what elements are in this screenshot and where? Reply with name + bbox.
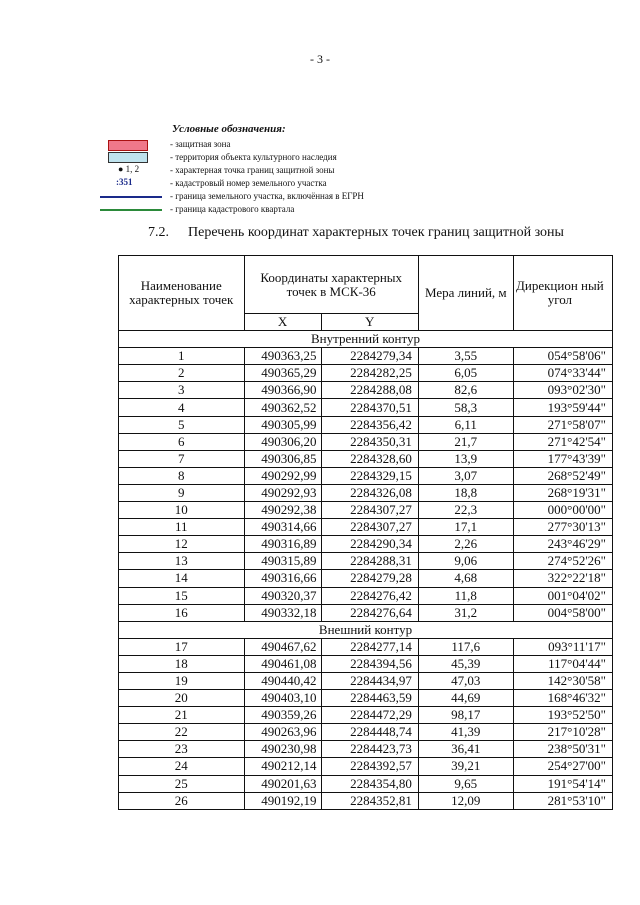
y-coordinate: 2284307,27 [321, 519, 418, 536]
y-coordinate: 2284326,08 [321, 484, 418, 501]
y-coordinate: 2284394,56 [321, 655, 418, 672]
direction-angle: 001°04'02" [513, 587, 612, 604]
line-length: 9,65 [418, 775, 513, 792]
y-coordinate: 2284279,34 [321, 348, 418, 365]
x-coordinate: 490212,14 [244, 758, 321, 775]
line-length: 9,06 [418, 553, 513, 570]
x-coordinate: 490332,18 [244, 604, 321, 621]
direction-angle: 281°53'10" [513, 792, 612, 809]
legend-item-point: ● 1, 2 - характерная точка границ защитной зоны [118, 164, 335, 175]
point-name: 19 [119, 672, 245, 689]
y-coordinate: 2284448,74 [321, 724, 418, 741]
x-coordinate: 490362,52 [244, 399, 321, 416]
table-row [119, 484, 613, 501]
y-coordinate: 2284288,08 [321, 382, 418, 399]
point-name: 8 [119, 467, 245, 484]
point-name: 4 [119, 399, 245, 416]
point-name: 3 [119, 382, 245, 399]
point-name: 22 [119, 724, 245, 741]
direction-angle: 142°30'58" [513, 672, 612, 689]
point-name: 6 [119, 433, 245, 450]
x-coordinate: 490403,10 [244, 690, 321, 707]
point-name: 20 [119, 690, 245, 707]
direction-angle: 000°00'00" [513, 502, 612, 519]
x-coordinate: 490305,99 [244, 416, 321, 433]
table-row [119, 433, 613, 450]
direction-angle: 093°11'17" [513, 638, 612, 655]
direction-angle: 277°30'13" [513, 519, 612, 536]
direction-angle: 193°59'44" [513, 399, 612, 416]
direction-angle: 054°58'06" [513, 348, 612, 365]
direction-angle: 254°27'00" [513, 758, 612, 775]
line-length: 82,6 [418, 382, 513, 399]
y-coordinate: 2284282,25 [321, 365, 418, 382]
line-length: 22,3 [418, 502, 513, 519]
point-name: 16 [119, 604, 245, 621]
legend-title: Условные обозначения: [172, 123, 286, 135]
y-coordinate: 2284463,59 [321, 690, 418, 707]
header-y: Y [321, 314, 418, 331]
y-coordinate: 2284276,64 [321, 604, 418, 621]
line-length: 18,8 [418, 484, 513, 501]
line-length: 39,21 [418, 758, 513, 775]
y-coordinate: 2284434,97 [321, 672, 418, 689]
direction-angle: 117°04'44" [513, 655, 612, 672]
table-row [119, 416, 613, 433]
quarter-border-line [100, 209, 162, 211]
point-name: 10 [119, 502, 245, 519]
table-row [119, 604, 613, 621]
table-row [119, 399, 613, 416]
x-coordinate: 490292,99 [244, 467, 321, 484]
y-coordinate: 2284277,14 [321, 638, 418, 655]
inner-contour-label: Внутренний контур [119, 331, 613, 348]
table-row [119, 655, 613, 672]
x-coordinate: 490461,08 [244, 655, 321, 672]
legend-item-heritage: - территория объекта культурного наследия [100, 151, 460, 164]
legend-item-quarter-border: - граница кадастрового квартала [100, 203, 460, 216]
y-coordinate: 2284307,27 [321, 502, 418, 519]
x-coordinate: 490263,96 [244, 724, 321, 741]
line-length: 117,6 [418, 638, 513, 655]
table-row [119, 348, 613, 365]
point-name: 13 [119, 553, 245, 570]
x-coordinate: 490201,63 [244, 775, 321, 792]
legend-item-parcel-border: - граница земельного участка, включённая в ЕГРН [100, 190, 460, 203]
table-row [119, 724, 613, 741]
direction-angle: 177°43'39" [513, 450, 612, 467]
point-name: 1 [119, 348, 245, 365]
y-coordinate: 2284392,57 [321, 758, 418, 775]
direction-angle: 274°52'26" [513, 553, 612, 570]
point-name: 23 [119, 741, 245, 758]
direction-angle: 168°46'32" [513, 690, 612, 707]
table-row [119, 467, 613, 484]
line-length: 6,05 [418, 365, 513, 382]
point-name: 9 [119, 484, 245, 501]
direction-angle: 074°33'44" [513, 365, 612, 382]
point-name: 18 [119, 655, 245, 672]
y-coordinate: 2284328,60 [321, 450, 418, 467]
line-length: 45,39 [418, 655, 513, 672]
line-length: 31,2 [418, 604, 513, 621]
outer-contour-label: Внешний контур [119, 621, 613, 638]
point-name: 14 [119, 570, 245, 587]
point-name: 2 [119, 365, 245, 382]
line-length: 12,09 [418, 792, 513, 809]
point-marker-icon: ● 1, 2 [118, 164, 140, 174]
point-name: 7 [119, 450, 245, 467]
line-length: 47,03 [418, 672, 513, 689]
line-length: 36,41 [418, 741, 513, 758]
protected-zone-swatch [108, 140, 148, 151]
direction-angle: 322°22'18" [513, 570, 612, 587]
y-coordinate: 2284290,34 [321, 536, 418, 553]
section-heading: 7.2. Перечень координат характерных точек границ защитной зоны [148, 225, 564, 240]
y-coordinate: 2284354,80 [321, 775, 418, 792]
line-length: 3,55 [418, 348, 513, 365]
point-name: 12 [119, 536, 245, 553]
y-coordinate: 2284279,28 [321, 570, 418, 587]
line-length: 3,07 [418, 467, 513, 484]
x-coordinate: 490365,29 [244, 365, 321, 382]
line-length: 58,3 [418, 399, 513, 416]
x-coordinate: 490314,66 [244, 519, 321, 536]
point-name: 26 [119, 792, 245, 809]
x-coordinate: 490306,20 [244, 433, 321, 450]
table-row [119, 450, 613, 467]
point-name: 21 [119, 707, 245, 724]
x-coordinate: 490363,25 [244, 348, 321, 365]
point-name: 17 [119, 638, 245, 655]
page-number: - 3 - [310, 52, 330, 66]
x-coordinate: 490359,26 [244, 707, 321, 724]
table-row [119, 690, 613, 707]
header-x: X [244, 314, 321, 331]
direction-angle: 238°50'31" [513, 741, 612, 758]
table-row [119, 553, 613, 570]
table-row [119, 502, 613, 519]
point-name: 15 [119, 587, 245, 604]
direction-angle: 217°10'28" [513, 724, 612, 741]
y-coordinate: 2284350,31 [321, 433, 418, 450]
y-coordinate: 2284352,81 [321, 792, 418, 809]
direction-angle: 191°54'14" [513, 775, 612, 792]
header-line-length: Мера линий, м [418, 256, 513, 331]
table-row [119, 382, 613, 399]
table-row [119, 672, 613, 689]
table-row [119, 758, 613, 775]
y-coordinate: 2284276,42 [321, 587, 418, 604]
x-coordinate: 490467,62 [244, 638, 321, 655]
direction-angle: 268°52'49" [513, 467, 612, 484]
line-length: 41,39 [418, 724, 513, 741]
header-coordinates: Координаты характерных точек в МСК-36 [244, 256, 418, 314]
x-coordinate: 490192,19 [244, 792, 321, 809]
direction-angle: 271°58'07" [513, 416, 612, 433]
coordinates-table [118, 255, 613, 810]
x-coordinate: 490292,38 [244, 502, 321, 519]
x-coordinate: 490292,93 [244, 484, 321, 501]
line-length: 44,69 [418, 690, 513, 707]
table-row [119, 707, 613, 724]
table-row [119, 792, 613, 809]
point-name: 5 [119, 416, 245, 433]
point-name: 24 [119, 758, 245, 775]
table-row [119, 519, 613, 536]
point-name: 11 [119, 519, 245, 536]
line-length: 21,7 [418, 433, 513, 450]
x-coordinate: 490306,85 [244, 450, 321, 467]
table-row [119, 587, 613, 604]
cadastral-number-sample: :351 [116, 177, 133, 187]
x-coordinate: 490316,66 [244, 570, 321, 587]
line-length: 98,17 [418, 707, 513, 724]
line-length: 11,8 [418, 587, 513, 604]
line-length: 13,9 [418, 450, 513, 467]
direction-angle: 093°02'30" [513, 382, 612, 399]
table-row [119, 775, 613, 792]
parcel-border-line [100, 196, 162, 198]
header-direction-angle: Дирекцион ный угол [513, 256, 612, 331]
direction-angle: 268°19'31" [513, 484, 612, 501]
y-coordinate: 2284356,42 [321, 416, 418, 433]
line-length: 2,26 [418, 536, 513, 553]
x-coordinate: 490320,37 [244, 587, 321, 604]
point-name: 25 [119, 775, 245, 792]
x-coordinate: 490230,98 [244, 741, 321, 758]
x-coordinate: 490316,89 [244, 536, 321, 553]
x-coordinate: 490366,90 [244, 382, 321, 399]
line-length: 4,68 [418, 570, 513, 587]
table-row [119, 570, 613, 587]
y-coordinate: 2284423,73 [321, 741, 418, 758]
x-coordinate: 490440,42 [244, 672, 321, 689]
legend-item-cadastral: :351 - кадастровый номер земельного участка [116, 177, 327, 188]
direction-angle: 004°58'00" [513, 604, 612, 621]
direction-angle: 271°42'54" [513, 433, 612, 450]
line-length: 6,11 [418, 416, 513, 433]
direction-angle: 193°52'50" [513, 707, 612, 724]
legend-item-protected-zone: - защитная зона [100, 138, 460, 151]
x-coordinate: 490315,89 [244, 553, 321, 570]
header-point-name: Наименование характерных точек [119, 256, 245, 331]
heritage-territory-swatch [108, 152, 148, 163]
y-coordinate: 2284329,15 [321, 467, 418, 484]
table-row [119, 638, 613, 655]
y-coordinate: 2284370,51 [321, 399, 418, 416]
line-length: 17,1 [418, 519, 513, 536]
table-row [119, 741, 613, 758]
table-row [119, 365, 613, 382]
y-coordinate: 2284472,29 [321, 707, 418, 724]
y-coordinate: 2284288,31 [321, 553, 418, 570]
table-row [119, 536, 613, 553]
direction-angle: 243°46'29" [513, 536, 612, 553]
